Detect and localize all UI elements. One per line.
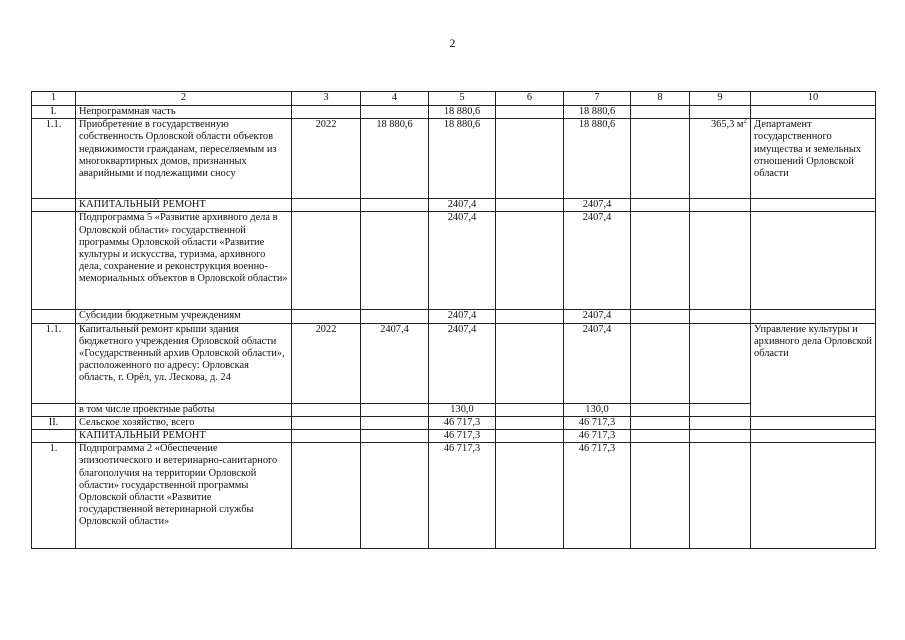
cell-col4: 18 880,6 xyxy=(361,119,429,199)
cell-col5: 2407,4 xyxy=(429,212,496,310)
cell-col7: 46 717,3 xyxy=(564,430,631,443)
table-header-row xyxy=(32,92,876,106)
row-number: 1. xyxy=(32,443,76,549)
cell-col7: 2407,4 xyxy=(564,199,631,212)
cell-col5: 18 880,6 xyxy=(429,106,496,119)
cell-col9 xyxy=(690,119,751,199)
page-number: 2 xyxy=(449,36,456,50)
table-row xyxy=(32,430,876,443)
cell-col5: 18 880,6 xyxy=(429,119,496,199)
row-name: Подпрограмма 2 «Обеспечение эпизоотического и ветеринарно-санитарного благополучия на территории Орловской области» государственной программы Орловской области «Развитие государственной ветеринарной службы Орловской области» xyxy=(76,443,292,549)
cell-col7: 2407,4 xyxy=(564,310,631,323)
row-name: Подпрограмма 5 «Развитие архивного дела в Орловской области» государственной программы Орловской области «Развитие культуры и искусства, туризма, архивного дела, сохранение и реконструкция военно-мемориальных объектов в Орловской области» xyxy=(76,212,292,310)
cell-col3: 2022 xyxy=(292,323,361,403)
header-cell: 10 xyxy=(751,92,876,106)
header-cell: 1 xyxy=(32,92,76,106)
cell-col7: 18 880,6 xyxy=(564,106,631,119)
table-row xyxy=(32,310,876,323)
header-cell: 5 xyxy=(429,92,496,106)
table-row xyxy=(32,403,876,416)
cell-col7: 2407,4 xyxy=(564,323,631,403)
budget-table xyxy=(31,91,876,549)
area-value: 365,3 м xyxy=(710,119,744,131)
header-cell: 8 xyxy=(631,92,690,106)
header-cell: 6 xyxy=(496,92,564,106)
cell-col5: 2407,4 xyxy=(429,199,496,212)
cell-col5: 46 717,3 xyxy=(429,416,496,429)
cell-col4: 2407,4 xyxy=(361,323,429,403)
table-row xyxy=(32,212,876,310)
row-name: Субсидии бюджетным учреждениям xyxy=(76,310,292,323)
cell-col5: 46 717,3 xyxy=(429,430,496,443)
table-row xyxy=(32,416,876,429)
row-name: КАПИТАЛЬНЫЙ РЕМОНТ xyxy=(76,199,292,212)
row-number: I. xyxy=(32,106,76,119)
header-cell: 4 xyxy=(361,92,429,106)
header-cell: 7 xyxy=(564,92,631,106)
cell-col7: 46 717,3 xyxy=(564,443,631,549)
table-row xyxy=(32,443,876,549)
row-name: Сельское хозяйство, всего xyxy=(76,416,292,429)
row-name: КАПИТАЛЬНЫЙ РЕМОНТ xyxy=(76,430,292,443)
cell-col5: 2407,4 xyxy=(429,323,496,403)
area-unit-superscript: 2 xyxy=(743,118,747,125)
row-name: Приобретение в государственную собственность Орловской области объектов недвижимости гражданам, переселяемым из многоквартирных домов, признанных аварийными и подлежащими сносу xyxy=(76,119,292,199)
header-cell: 3 xyxy=(292,92,361,106)
row-number: 1.1. xyxy=(32,323,76,403)
cell-col5: 2407,4 xyxy=(429,310,496,323)
cell-col7: 46 717,3 xyxy=(564,416,631,429)
table-row xyxy=(32,119,876,199)
header-cell: 9 xyxy=(690,92,751,106)
cell-col3: 2022 xyxy=(292,119,361,199)
cell-col5: 130,0 xyxy=(429,403,496,416)
table-row xyxy=(32,323,876,403)
cell-col10: Департамент государственного имущества и земельных отношений Орловской области xyxy=(751,119,876,199)
header-cell: 2 xyxy=(76,92,292,106)
row-name: в том числе проектные работы xyxy=(76,403,292,416)
row-name: Непрограммная часть xyxy=(76,106,292,119)
table-row xyxy=(32,106,876,119)
cell-col7: 2407,4 xyxy=(564,212,631,310)
row-name: Капитальный ремонт крыши здания бюджетного учреждения Орловской области «Государственный архив Орловской области», расположенного по адресу: Орловская область, г. Орёл, ул. Лескова, д. 24 xyxy=(76,323,292,403)
row-number: II. xyxy=(32,416,76,429)
cell-col7: 18 880,6 xyxy=(564,119,631,199)
cell-col7: 130,0 xyxy=(564,403,631,416)
cell-col10: Управление культуры и архивного дела Орловской области xyxy=(751,323,876,416)
row-number: 1.1. xyxy=(32,119,76,199)
cell-col5: 46 717,3 xyxy=(429,443,496,549)
table-row xyxy=(32,199,876,212)
